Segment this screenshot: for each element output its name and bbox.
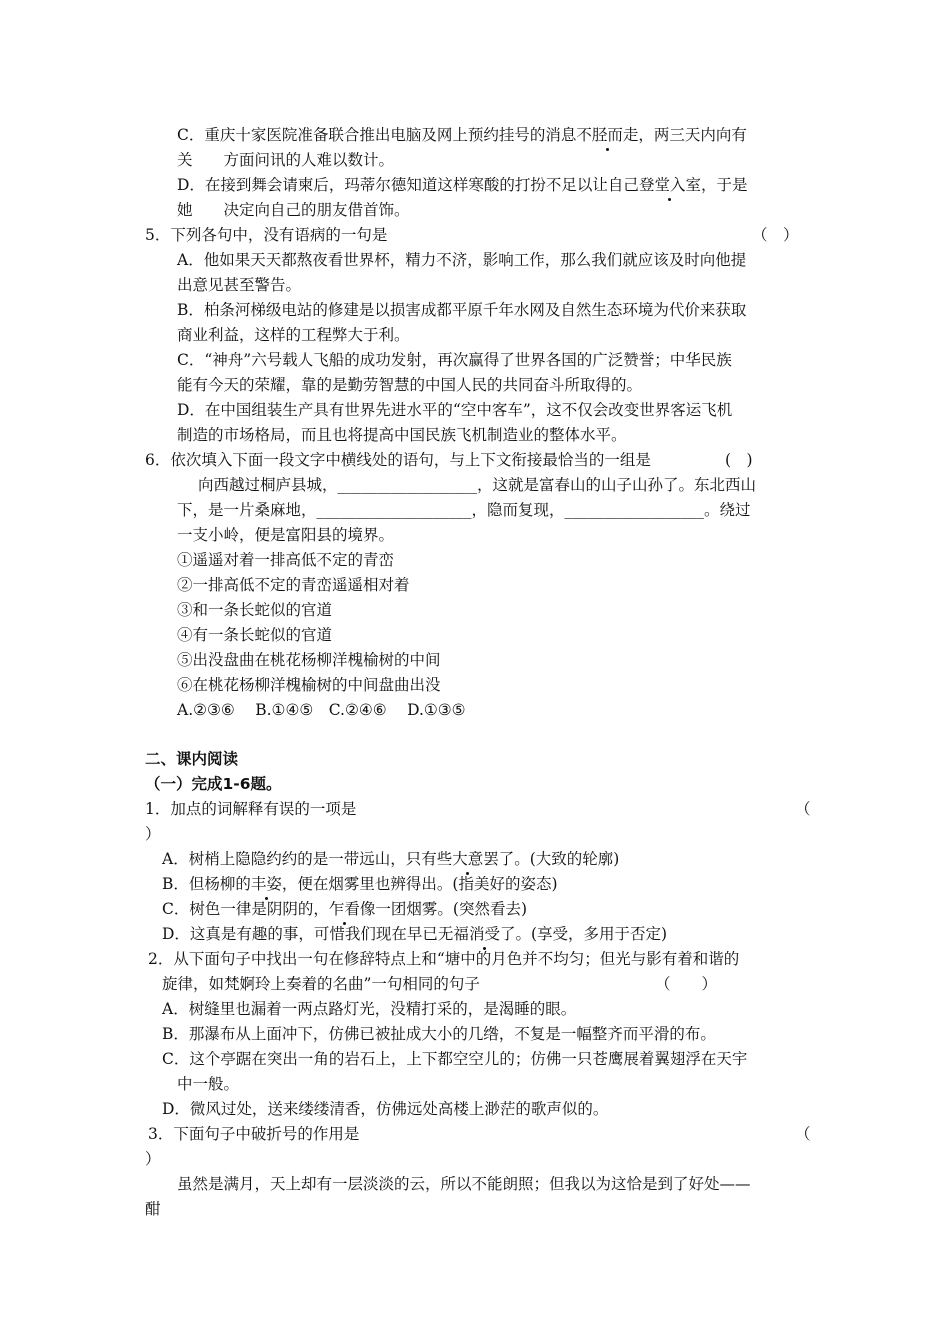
emphasized-term: 丰姿 — [250, 875, 282, 893]
r1-option-d: D．这真是有趣的事，可惜我们现在早已无福消受了。(享受，多用于否定) — [162, 925, 668, 943]
r3-quote-line2: 酣 — [145, 1200, 161, 1218]
emphasized-term: 登堂入室 — [638, 176, 701, 194]
q6-passage-line1: 向西越过桐庐县城，__________________，这就是富春山的山子山孙了。东北西山 — [198, 476, 757, 494]
r3-stem: 3．下面句子中破折号的作用是 — [148, 1125, 360, 1143]
section-title: 二、课内阅读 — [145, 750, 239, 768]
r2-answer-paren: （ ） — [655, 975, 718, 993]
q4-option-c-line2: 关 方面问讯的人难以数计。 — [177, 151, 395, 169]
q6-item-3: ③和一条长蛇似的官道 — [177, 601, 333, 619]
q6-item-6: ⑥在桃花杨柳洋槐榆树的中间盘曲出没 — [177, 676, 441, 694]
q6-item-4: ④有一条长蛇似的官道 — [177, 626, 333, 644]
r1-option-a: A．树梢上隐隐约约的是一带远山，只有些大意罢了。(大致的轮廓) — [162, 850, 620, 868]
q5-option-c-line2: 能有今天的荣耀，靠的是勤劳智慧的中国人民的共同奋斗所取得的。 — [177, 376, 643, 394]
r2-option-c-line2: 中一般。 — [177, 1075, 240, 1093]
emphasized-term: 乍看 — [328, 900, 360, 918]
r2-option-d: D．微风过处，送来缕缕清香，仿佛远处高楼上渺茫的歌声似的。 — [162, 1100, 609, 1118]
emphasized-term: 不胫而走 — [576, 126, 639, 144]
q5-stem: 5．下列各句中，没有语病的一句是 — [145, 226, 388, 244]
q6-item-1: ①遥遥对着一排高低不定的青峦 — [177, 551, 395, 569]
q5-option-a-line2: 出意见甚至警告。 — [177, 276, 302, 294]
q5-option-d-line2: 制造的市场格局，而且也将提高中国民族飞机制造业的整体水平。 — [177, 426, 627, 444]
q6-answer-paren: ( ) — [725, 451, 753, 469]
r1-paren-open: （ — [795, 800, 811, 818]
section-subtitle: （一）完成1-6题。 — [145, 775, 282, 793]
r2-option-b: B．那瀑布从上面冲下，仿佛已被扯成大小的几绺，不复是一幅整齐而平滑的布。 — [162, 1025, 716, 1043]
q5-option-a-line1: A．他如果天天都熬夜看世界杯，精力不济，影响工作，那么我们就应该及时向他提 — [177, 251, 747, 269]
r2-stem-line1: 2．从下面句子中找出一句在修辞特点上和“塘中的月色并不均匀；但光与影有着和谐的 — [148, 950, 740, 968]
emphasized-term: 消受 — [468, 925, 500, 943]
q5-option-b-line2: 商业利益，这样的工程弊大于利。 — [177, 326, 410, 344]
q4-option-c-line1: C．重庆十家医院准备联合推出电脑及网上预约挂号的消息不胫而走，两三天内向有 — [177, 126, 747, 144]
q6-passage-line3: 一支小岭，便是富阳县的境界。 — [177, 526, 395, 544]
q6-item-5: ⑤出没盘曲在桃花杨柳洋槐榆树的中间 — [177, 651, 441, 669]
q6-stem: 6．依次填入下面一段文字中横线处的语句，与上下文衔接最恰当的一组是 — [145, 451, 651, 469]
r1-stem: 1．加点的词解释有误的一项是 — [145, 800, 357, 818]
emphasized-term: 大意 — [452, 850, 484, 868]
r1-paren-close: ） — [145, 825, 161, 843]
q6-passage-line2: 下，是一片桑麻地，____________________，隐而复现，__________________。绕过 — [177, 501, 751, 519]
r3-quote-line1: 虽然是满月，天上却有一层淡淡的云，所以不能朗照；但我以为这恰是到了好处—— — [177, 1175, 751, 1193]
q6-item-2: ②一排高低不定的青峦遥遥相对着 — [177, 576, 410, 594]
r3-paren-close: ） — [145, 1150, 161, 1168]
q5-option-d-line1: D．在中国组装生产具有世界先进水平的“空中客车”，这不仅会改变世界客运飞机 — [177, 401, 733, 419]
r2-option-c-line1: C．这个亭踞在突出一角的岩石上，上下都空空儿的；仿佛一只苍鹰展着翼翅浮在天宇 — [162, 1050, 748, 1068]
q4-option-d-line1: D．在接到舞会请柬后，玛蒂尔德知道这样寒酸的打扮不足以让自己登堂入室，于是 — [177, 176, 748, 194]
q5-option-c-line1: C．“神舟”六号载人飞船的成功发射，再次赢得了世界各国的广泛赞誉；中华民族 — [177, 351, 732, 369]
q5-option-b-line1: B．柏条河梯级电站的修建是以损害成都平原千年水网及自然生态环境为代价来获取 — [177, 301, 747, 319]
q5-answer-paren: （ ） — [752, 226, 799, 244]
q6-choices: A.②③⑥ B.①④⑤ C.②④⑥ D.①③⑤ — [177, 701, 466, 719]
r2-stem-line2: 旋律，如梵婀玲上奏着的名曲”一句相同的句子 — [162, 975, 480, 993]
r1-option-c: C．树色一律是阴阴的，乍看像一团烟雾。(突然看去) — [162, 900, 527, 918]
r2-option-a: A．树缝里也漏着一两点路灯光，没精打采的，是渴睡的眼。 — [162, 1000, 577, 1018]
r3-paren-open: （ — [795, 1125, 811, 1143]
r1-option-b: B．但杨柳的丰姿，便在烟雾里也辨得出。(指美好的姿态) — [162, 875, 558, 893]
q4-option-d-line2: 她 决定向自己的朋友借首饰。 — [177, 201, 410, 219]
